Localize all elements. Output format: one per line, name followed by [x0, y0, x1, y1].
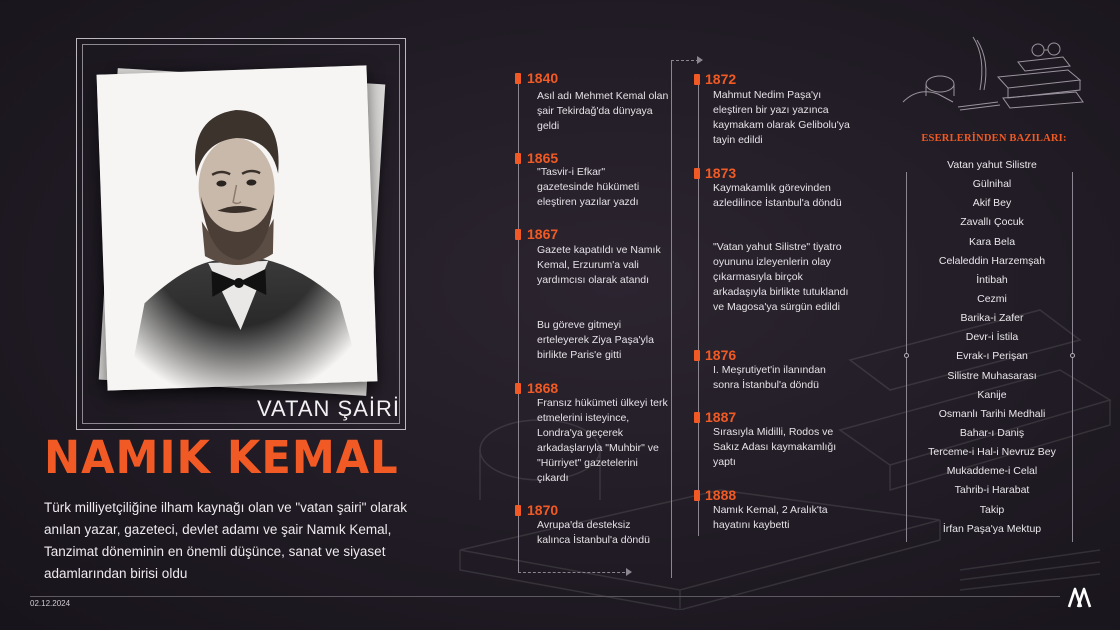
footer-date: 02.12.2024: [30, 599, 71, 608]
timeline-year: 1887: [705, 409, 737, 425]
timeline-year: 1888: [705, 487, 737, 503]
timeline-year: 1870: [527, 502, 559, 518]
portrait-photo: [97, 65, 378, 390]
timeline-marker: [694, 412, 700, 423]
timeline-text: Avrupa'da desteksiz kalınca İstanbul'a döndü: [537, 519, 650, 546]
list-item: İntibah: [976, 273, 1008, 286]
timeline-top-arrow-icon: [697, 56, 703, 64]
list-item: Vatan yahut Silistre: [947, 159, 1037, 171]
timeline-year: 1868: [527, 380, 559, 396]
list-item: Tahrib-i Harabat: [954, 484, 1030, 497]
timeline-year: 1840: [527, 70, 559, 86]
works-bracket-dot-left: [904, 353, 909, 358]
timeline-text: Asıl adı Mehmet Kemal olan şair Tekirdağ'da dünyaya geldi: [537, 90, 669, 132]
timeline-text: Namık Kemal, 2 Aralık'ta hayatını kaybetti: [713, 504, 828, 531]
list-item: Gülnihal: [972, 178, 1012, 191]
works-title: ESERLERİNDEN BAZILARI:: [921, 133, 1067, 144]
footer-divider: [30, 596, 1060, 597]
works-list: [912, 156, 1072, 539]
list-item: Barika-i Zafer: [960, 312, 1024, 325]
list-item: Celaleddin Harzemşah: [938, 254, 1046, 267]
timeline-year: 1867: [527, 226, 559, 242]
list-item: Silistre Muhasarası: [947, 369, 1037, 382]
page-title: NAMIK KEMAL: [44, 431, 399, 484]
timeline-text: Kaymakamlık görevinden azledilince İstanbul'a döndü: [713, 182, 842, 209]
timeline-text: Fransız hükümeti ülkeyi terk etmelerini isteyince, Londra'ya geçerek arkadaşlarıyla "Muhbir" ve "Hürriyet" gazetelerini çıkardı: [537, 397, 668, 484]
list-item: Terceme-i Hal-i Nevruz Bey: [928, 446, 1056, 459]
timeline-text: Gazete kapatıldı ve Namık Kemal, Erzurum'a vali yardımcısı olarak atandı: [537, 244, 661, 286]
timeline-text: Mahmut Nedim Paşa'yı eleştiren bir yazı yazınca kaymakam olarak Gelibolu'ya tayin edildi: [713, 89, 850, 146]
list-item: Devr-i İstila: [965, 331, 1019, 344]
timeline-year: 1873: [705, 165, 737, 181]
timeline-text-secondary: Bu göreve gitmeyi erteleyerek Ziya Paşa'yla birlikte Paris'e gitti: [537, 319, 654, 361]
list-item: Evrak-ı Perişan: [956, 350, 1028, 363]
list-item: Kanije: [977, 388, 1007, 401]
timeline-marker: [515, 505, 521, 516]
list-item: Bahar-ı Daniş: [959, 426, 1025, 439]
timeline-marker: [694, 74, 700, 85]
portrait-illustration: [97, 65, 378, 390]
timeline-marker: [515, 229, 521, 240]
timeline-marker: [515, 73, 521, 84]
timeline-marker: [515, 383, 521, 394]
list-item: Osmanlı Tarihi Medhali: [938, 407, 1046, 420]
timeline-arrow-icon: [626, 568, 632, 576]
aa-logo-icon: [1067, 586, 1093, 608]
list-item: Takip: [979, 503, 1005, 516]
timeline-bottom-connector: [518, 572, 630, 573]
subtitle: VATAN ŞAİRİ: [256, 396, 400, 421]
timeline-text-secondary: "Vatan yahut Silistre" tiyatro oyununu izleyenlerin olay çıkarmasıyla birçok arkadaşıyla birlikte tutuklandı ve Magosa'ya sürgün edildi: [713, 241, 849, 313]
timeline-text: Sırasıyla Midilli, Rodos ve Sakız Adası kaymakamlığı yaptı: [713, 426, 837, 468]
timeline-year: 1876: [705, 347, 737, 363]
timeline-marker: [515, 153, 521, 164]
timeline-top-connector: [671, 60, 699, 61]
list-item: İrfan Paşa'ya Mektup: [942, 522, 1042, 535]
timeline-year: 1865: [527, 150, 559, 166]
list-item: Mukaddeme-i Celal: [946, 465, 1038, 478]
timeline-marker: [694, 490, 700, 501]
list-item: Cezmi: [977, 292, 1007, 305]
timeline-text: I. Meşrutiyet'in ilanından sonra İstanbul'a döndü: [713, 364, 826, 391]
books-quill-sketch: [898, 32, 1086, 112]
timeline-right-line: [698, 76, 699, 536]
timeline-marker: [694, 168, 700, 179]
timeline-middle-line: [671, 60, 672, 578]
list-item: Kara Bela: [968, 235, 1016, 248]
timeline-text: "Tasvir-i Efkar" gazetesinde hükümeti eleştiren yazılar yazdı: [537, 166, 640, 208]
timeline-marker: [694, 350, 700, 361]
list-item: Zavallı Çocuk: [960, 216, 1024, 229]
list-item: Akif Bey: [972, 197, 1012, 210]
intro-paragraph: Türk milliyetçiliğine ilham kaynağı olan ve "vatan şairi" olarak anılan yazar, gazeteci, devlet adamı ve şair Namık Kemal, Tanzimat döneminin en önemli düşünce, sanat ve siyaset adamlarından birisi oldu: [44, 500, 407, 581]
timeline-year: 1872: [705, 71, 737, 87]
